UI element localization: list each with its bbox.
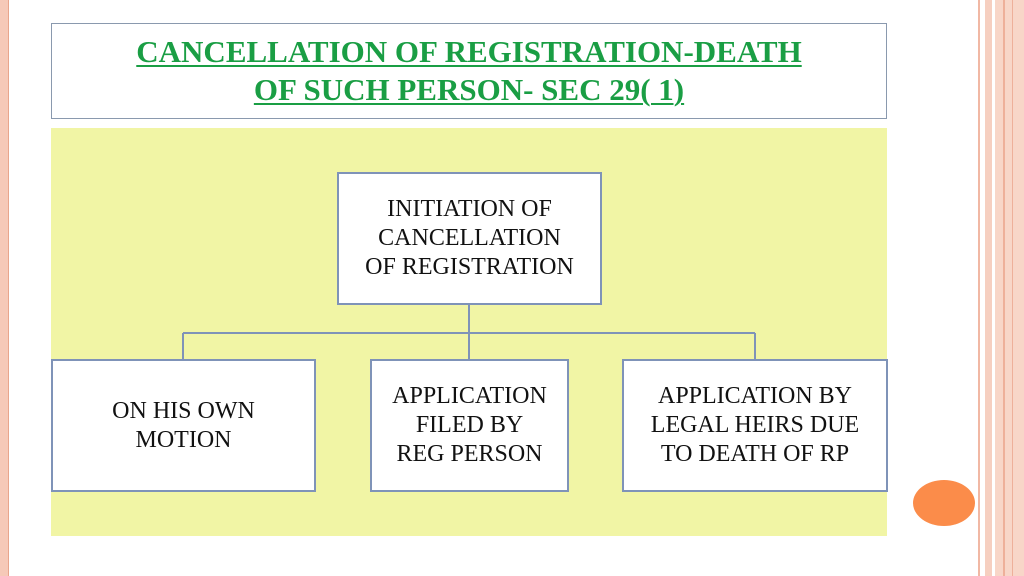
node-line: INITIATION OF xyxy=(387,196,552,222)
node-application-by-legal-heirs xyxy=(622,359,888,492)
slide-title-line-1: CANCELLATION OF REGISTRATION-DEATH xyxy=(136,34,802,69)
node-line: REG PERSON xyxy=(396,441,543,467)
node-line: APPLICATION BY xyxy=(657,383,852,409)
node-text xyxy=(651,382,859,469)
node-initiation-of-cancellation xyxy=(337,172,602,305)
node-line: APPLICATION xyxy=(392,383,547,409)
node-text xyxy=(365,195,574,282)
node-on-his-own-motion xyxy=(51,359,316,492)
node-line: LEGAL HEIRS DUE xyxy=(650,412,860,438)
node-line: FILED BY xyxy=(415,412,524,438)
orange-circle-decoration xyxy=(913,480,975,526)
node-line: MOTION xyxy=(135,426,232,453)
node-line: CANCELLATION xyxy=(378,225,561,251)
node-text xyxy=(392,382,547,469)
node-line: OF REGISTRATION xyxy=(365,254,574,280)
node-text xyxy=(112,397,255,455)
slide-title-line-2: OF SUCH PERSON- SEC 29( 1) xyxy=(253,72,685,107)
node-application-by-reg-person xyxy=(370,359,569,492)
node-line: ON HIS OWN xyxy=(112,397,255,424)
node-line: TO DEATH OF RP xyxy=(660,441,850,467)
